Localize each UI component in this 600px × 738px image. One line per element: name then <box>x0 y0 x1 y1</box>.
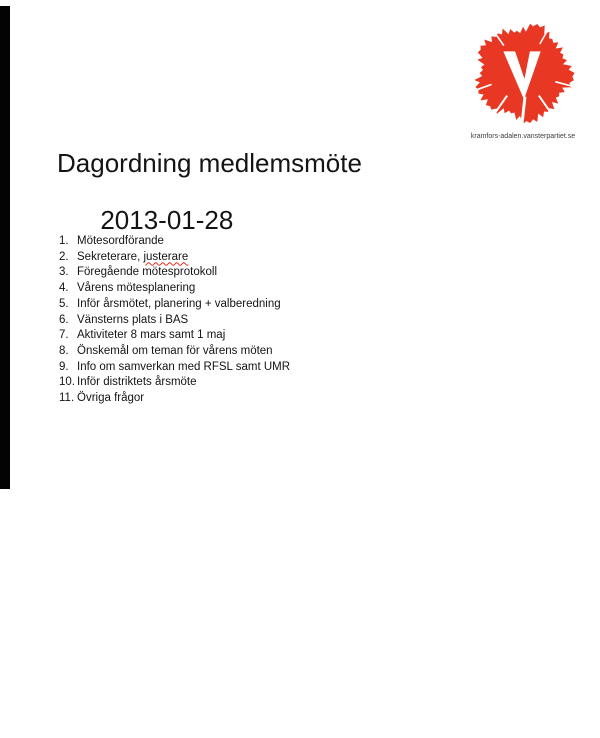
page-title-line2: 2013-01-28 <box>100 205 234 235</box>
agenda-item-text: Vänsterns plats i BAS <box>77 313 189 326</box>
logo-site-url: kramfors-adalen.vansterpartiet.se <box>470 133 576 140</box>
agenda-item-text: Önskemål om teman för vårens möten <box>77 345 273 358</box>
agenda-item <box>59 313 290 329</box>
agenda-item-text: Vårens mötesplanering <box>77 282 196 295</box>
agenda-item <box>59 234 290 250</box>
agenda-item-number: 10. <box>59 376 75 389</box>
agenda-list <box>59 234 290 407</box>
agenda-item <box>59 328 290 344</box>
agenda-item-number: 7. <box>59 329 69 342</box>
agenda-item-number: 8. <box>59 345 69 358</box>
agenda-item <box>59 360 290 376</box>
agenda-item <box>59 281 290 297</box>
agenda-item-text: Inför distriktets årsmöte <box>77 376 197 389</box>
agenda-item-number: 2. <box>59 250 69 263</box>
agenda-item-number: 6. <box>59 313 69 326</box>
agenda-item <box>59 391 290 407</box>
agenda-item <box>59 297 290 313</box>
agenda-item-text: Info om samverkan med RFSL samt UMR <box>77 360 291 373</box>
scan-artifact-bar <box>0 6 10 489</box>
agenda-item-number: 9. <box>59 360 69 373</box>
agenda-item <box>59 375 290 391</box>
agenda-item-text: Aktiviteter 8 mars samt 1 maj <box>77 329 226 342</box>
agenda-item <box>59 265 290 281</box>
misspelled-word: justerare <box>143 250 189 263</box>
agenda-item-text: Övriga frågor <box>77 392 145 405</box>
agenda-item-number: 5. <box>59 297 69 310</box>
vansterpartiet-logo-icon <box>464 14 582 132</box>
agenda-item <box>59 250 290 266</box>
agenda-item-number: 4. <box>59 282 69 295</box>
agenda-item-text: Sekreterare, justerare <box>77 250 189 263</box>
agenda-item <box>59 344 290 360</box>
agenda-item-number: 11. <box>59 392 75 405</box>
page-title-line1: Dagordning medlemsmöte <box>57 148 362 178</box>
agenda-item-number: 1. <box>59 235 69 247</box>
agenda-item-text: Inför årsmötet, planering + valberedning <box>77 297 281 310</box>
agenda-item-text: Föregående mötesprotokoll <box>77 266 217 279</box>
agenda-item-number: 3. <box>59 266 69 279</box>
agenda-item-text: Mötesordförande <box>77 235 164 247</box>
